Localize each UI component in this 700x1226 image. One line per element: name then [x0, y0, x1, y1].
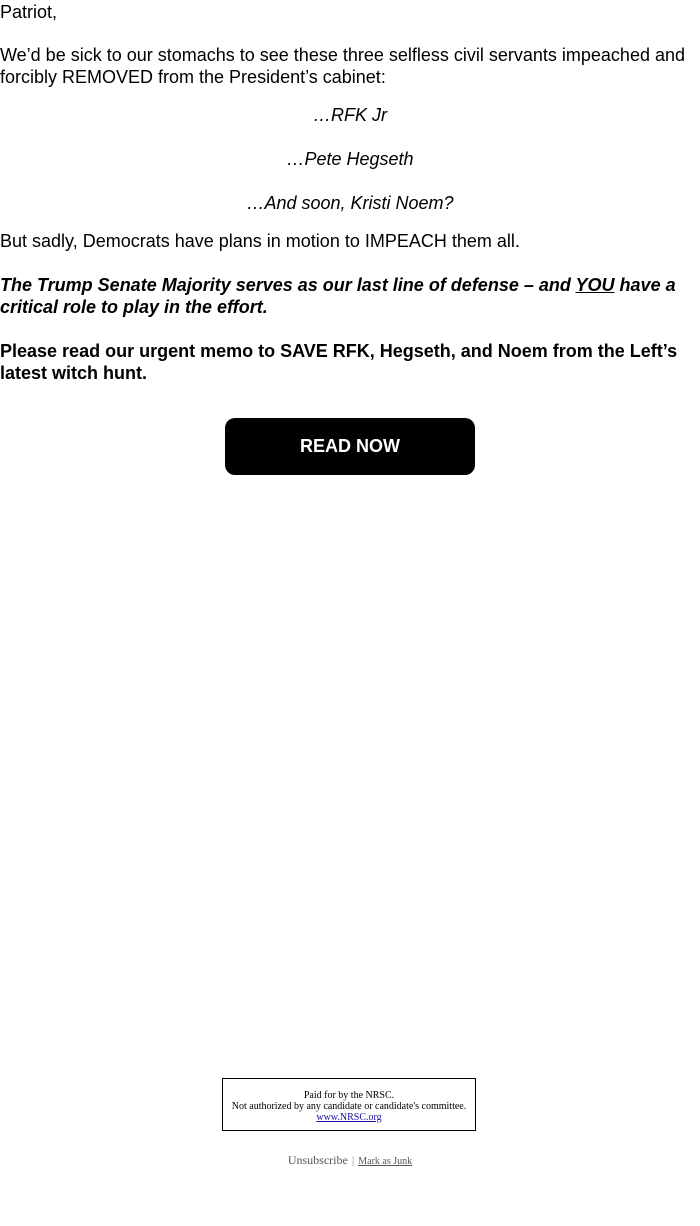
greeting: Patriot, — [0, 2, 58, 22]
memo-paragraph: Please read our urgent memo to SAVE RFK, Hegseth, and Noem from the Left’s latest witch hunt. — [0, 341, 678, 383]
name-line-rfk: …RFK Jr — [313, 105, 387, 125]
impeach-paragraph: But sadly, Democrats have plans in motion to IMPEACH them all. — [0, 231, 520, 251]
defense-paragraph — [0, 274, 700, 318]
you-emphasis: YOU — [575, 275, 615, 295]
footer-links — [0, 1151, 700, 1169]
read-now-button[interactable]: READ NOW — [225, 418, 475, 475]
footer-separator: | — [351, 1153, 355, 1167]
mark-as-junk-link[interactable]: Mark as Junk — [358, 1156, 413, 1167]
unsubscribe-link[interactable]: Unsubscribe — [287, 1153, 348, 1167]
intro-paragraph: We’d be sick to our stomachs to see these three selfless civil servants impeached and forcibly REMOVED from the President’s cabinet: — [0, 45, 686, 87]
defense-text-end: have a critical role to play in the effort. — [0, 275, 676, 317]
name-line-hegseth: …Pete Hegseth — [286, 149, 414, 169]
paid-for-disclaimer — [222, 1078, 476, 1131]
disclaimer-line-paid: Paid for by the NRSC. — [303, 1090, 395, 1101]
nrsc-website-link[interactable]: www.NRSC.org — [316, 1112, 382, 1123]
disclaimer-line-authorized: Not authorized by any candidate or candidate's committee. — [231, 1101, 467, 1112]
defense-text-start: The Trump Senate Majority serves as our last line of defense – and — [0, 275, 576, 295]
name-line-noem: …And soon, Kristi Noem? — [246, 193, 454, 213]
